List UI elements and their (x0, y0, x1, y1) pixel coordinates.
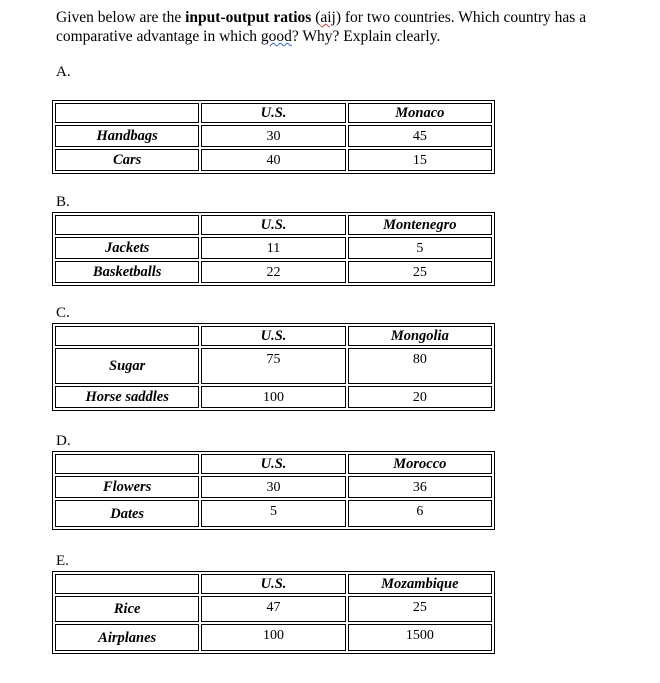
good-name: Flowers (55, 476, 199, 498)
empty-cell (55, 103, 199, 123)
section-label: A. (56, 64, 71, 80)
table-row (55, 261, 492, 283)
value-cell: 80 (348, 348, 492, 384)
table-header-row (55, 103, 492, 123)
table-row (55, 348, 492, 384)
table-row (55, 596, 492, 622)
value-cell: 22 (201, 261, 345, 283)
value-cell: 15 (348, 149, 492, 171)
value-cell: 75 (201, 348, 345, 384)
country-header: Monaco (348, 103, 492, 123)
good-name: Airplanes (55, 624, 199, 651)
table-row (55, 149, 492, 171)
value-cell: 25 (348, 261, 492, 283)
country-header: U.S. (201, 454, 345, 474)
section-label: C. (56, 305, 70, 321)
good-name: Cars (55, 149, 199, 171)
good-name: Horse saddles (55, 386, 199, 408)
table-header-row (55, 574, 492, 594)
value-cell: 40 (201, 149, 345, 171)
value-cell: 20 (348, 386, 492, 408)
value-cell: 5 (201, 500, 345, 527)
value-cell: 1500 (348, 624, 492, 651)
question-text: Given below are the input-output ratios (aij) for two countries. Which country has a comparative advantage in which good? Why? Explain clearly. (56, 9, 587, 45)
value-cell: 47 (201, 596, 345, 622)
section-label: D. (56, 433, 71, 449)
section-label: E. (56, 553, 69, 569)
empty-cell (55, 574, 199, 594)
value-cell: 25 (348, 596, 492, 622)
good-name: Sugar (55, 348, 199, 384)
table-row (55, 476, 492, 498)
section-label: B. (56, 194, 70, 210)
value-cell: 100 (201, 386, 345, 408)
country-header: Morocco (348, 454, 492, 474)
table-row (55, 386, 492, 408)
country-header: Mozambique (348, 574, 492, 594)
good-name: Handbags (55, 125, 199, 147)
good-name: Basketballs (55, 261, 199, 283)
ratio-table (52, 212, 495, 286)
country-header: U.S. (201, 574, 345, 594)
country-header: U.S. (201, 326, 345, 346)
table-header-row (55, 215, 492, 235)
good-name: Jackets (55, 237, 199, 259)
value-cell: 5 (348, 237, 492, 259)
good-name: Rice (55, 596, 199, 622)
table-row (55, 624, 492, 651)
country-header: Montenegro (348, 215, 492, 235)
value-cell: 30 (201, 476, 345, 498)
empty-cell (55, 326, 199, 346)
value-cell: 45 (348, 125, 492, 147)
table-header-row (55, 454, 492, 474)
table-header-row (55, 326, 492, 346)
ratio-table (52, 323, 495, 411)
good-name: Dates (55, 500, 199, 527)
table-row (55, 237, 492, 259)
table-row (55, 500, 492, 527)
value-cell: 6 (348, 500, 492, 527)
value-cell: 36 (348, 476, 492, 498)
country-header: U.S. (201, 215, 345, 235)
value-cell: 30 (201, 125, 345, 147)
ratio-table (52, 100, 495, 174)
ratio-table (52, 571, 495, 654)
value-cell: 11 (201, 237, 345, 259)
value-cell: 100 (201, 624, 345, 651)
empty-cell (55, 454, 199, 474)
ratio-table (52, 451, 495, 530)
table-row (55, 125, 492, 147)
country-header: U.S. (201, 103, 345, 123)
country-header: Mongolia (348, 326, 492, 346)
empty-cell (55, 215, 199, 235)
